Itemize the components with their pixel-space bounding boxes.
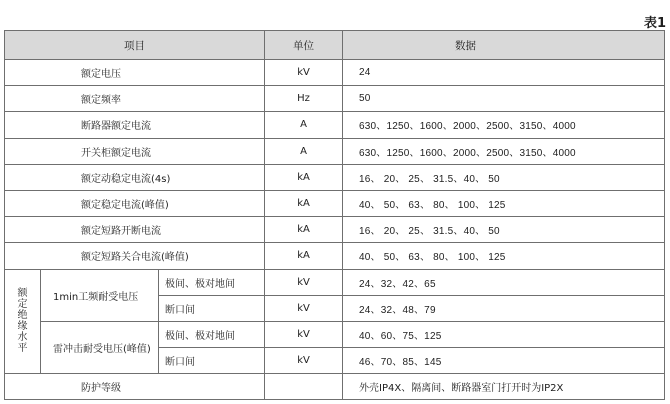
spec-table: [4, 30, 665, 400]
row-data: 16、 20、 25、 31.5、40、 50: [343, 164, 665, 190]
table-row: [5, 164, 665, 190]
row-unit: kV: [265, 295, 343, 321]
row-item: 额定稳定电流(峰值): [5, 190, 265, 216]
table-row: [5, 269, 665, 295]
insulation-sub-name: 极间、极对地间: [159, 269, 265, 295]
row-item: 额定动稳定电流(4s): [5, 164, 265, 190]
row-unit: kA: [265, 243, 343, 269]
insulation-label-char: 额: [17, 288, 28, 300]
insulation-label-char: 缘: [17, 321, 28, 333]
row-item: 额定电压: [5, 60, 265, 86]
insulation-sub-name: 断口间: [159, 295, 265, 321]
protection-item: 防护等级: [5, 374, 265, 400]
header-unit: 单位: [265, 31, 343, 60]
row-unit: A: [265, 138, 343, 164]
row-data: 630、1250、1600、2000、2500、3150、4000: [343, 138, 665, 164]
row-data: 24: [343, 60, 665, 86]
row-data: 46、70、85、145: [343, 348, 665, 374]
row-data: 40、 50、 63、 80、 100、 125: [343, 190, 665, 216]
row-item: 额定频率: [5, 86, 265, 112]
table-row: [5, 217, 665, 243]
protection-data: 外壳IP4X、隔离间、断路器室门打开时为IP2X: [343, 374, 665, 400]
row-data: 40、60、75、125: [343, 321, 665, 347]
insulation-sub-name: 极间、极对地间: [159, 321, 265, 347]
row-data: 50: [343, 86, 665, 112]
row-data: 630、1250、1600、2000、2500、3150、4000: [343, 112, 665, 138]
insulation-label-char: 绝: [17, 310, 28, 322]
header-data: 数据: [343, 31, 665, 60]
table-row: [5, 138, 665, 164]
row-data: 24、32、48、79: [343, 295, 665, 321]
insulation-group-name: 雷冲击耐受电压(峰值): [41, 321, 159, 373]
row-unit: kA: [265, 164, 343, 190]
row-unit: Hz: [265, 86, 343, 112]
row-data: 16、 20、 25、 31.5、40、 50: [343, 217, 665, 243]
row-unit: kA: [265, 217, 343, 243]
table-row: [5, 190, 665, 216]
insulation-label-char: 定: [17, 299, 28, 311]
protection-unit: [265, 374, 343, 400]
row-unit: kV: [265, 269, 343, 295]
insulation-label-char: 平: [17, 343, 28, 355]
table-row: [5, 86, 665, 112]
insulation-group-name: 1min工频耐受电压: [41, 269, 159, 321]
row-unit: kV: [265, 348, 343, 374]
row-unit: A: [265, 112, 343, 138]
row-data: 24、32、42、65: [343, 269, 665, 295]
table-row: [5, 112, 665, 138]
table-row: [5, 374, 665, 400]
insulation-sub-name: 断口间: [159, 348, 265, 374]
table-row: [5, 60, 665, 86]
table-row: [5, 321, 665, 347]
table-number: 表1: [643, 16, 666, 31]
insulation-label-char: 水: [17, 332, 28, 344]
row-item: 额定短路关合电流(峰值): [5, 243, 265, 269]
row-unit: kV: [265, 60, 343, 86]
insulation-level-label: [5, 269, 41, 374]
header-row: [5, 31, 665, 60]
row-data: 40、 50、 63、 80、 100、 125: [343, 243, 665, 269]
row-unit: kA: [265, 190, 343, 216]
row-item: 额定短路开断电流: [5, 217, 265, 243]
row-item: 断路器额定电流: [5, 112, 265, 138]
row-unit: kV: [265, 321, 343, 347]
table-row: [5, 243, 665, 269]
header-item: 项目: [5, 31, 265, 60]
row-item: 开关柜额定电流: [5, 138, 265, 164]
